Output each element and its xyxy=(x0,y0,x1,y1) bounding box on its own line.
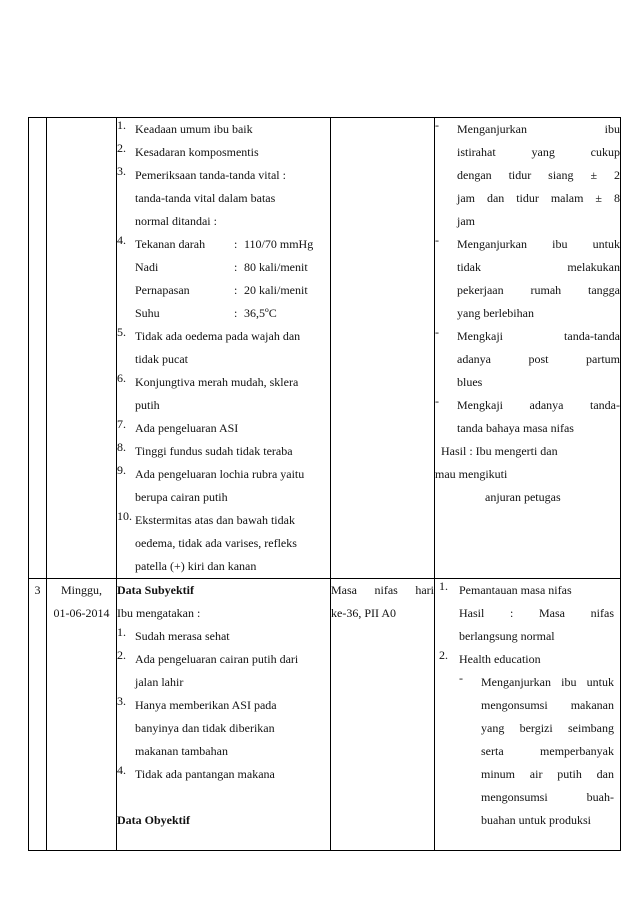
item-line xyxy=(481,671,614,694)
date-label: 01-06-2014 xyxy=(53,606,110,620)
word: serta xyxy=(481,744,504,758)
item-line: Ada pengeluaran lochia rubra yaitu xyxy=(135,467,305,481)
diagnosis-cell xyxy=(331,579,435,851)
item-text xyxy=(457,325,620,394)
plan-line: berlangsung normal xyxy=(459,629,555,643)
item-line: Ada pengeluaran ASI xyxy=(135,421,239,435)
plan-line: Pemantauan masa nifas xyxy=(459,583,572,597)
item-line xyxy=(457,233,620,256)
plan-item xyxy=(459,671,614,832)
word: Masa xyxy=(331,583,357,597)
item-text xyxy=(135,694,330,763)
day-label: Minggu, xyxy=(60,583,102,597)
item-text xyxy=(135,164,330,233)
item-line: Sudah merasa sehat xyxy=(135,629,230,643)
plan-line xyxy=(459,602,614,625)
item-line: blues xyxy=(457,375,483,389)
item-number: 5. xyxy=(117,325,126,339)
item-text xyxy=(135,625,330,648)
item-text xyxy=(135,371,330,417)
vital-sep: : xyxy=(234,306,238,320)
item-line: banyinya dan tidak diberikan xyxy=(135,721,275,735)
plan-item xyxy=(439,579,614,648)
item-number: 2. xyxy=(117,141,126,155)
word: untuk xyxy=(592,237,620,251)
result-line: anjuran petugas xyxy=(485,490,561,504)
item-text xyxy=(457,233,620,325)
item-text xyxy=(135,648,330,694)
day-cell xyxy=(47,579,117,851)
plan-title: Health education xyxy=(459,652,541,666)
item-line xyxy=(457,348,620,371)
diagnosis-cell xyxy=(331,118,435,579)
word: air xyxy=(529,767,543,781)
item-line: Hanya memberikan ASI pada xyxy=(135,698,277,712)
word: ibu xyxy=(561,675,577,689)
list-item xyxy=(117,371,330,417)
list-item xyxy=(117,141,330,164)
word: makanan xyxy=(570,698,614,712)
item-number: 9. xyxy=(117,463,126,477)
soap-table xyxy=(28,117,621,851)
word: malam xyxy=(550,191,584,205)
dash-marker: - xyxy=(459,671,463,685)
item-text xyxy=(457,394,620,440)
word: dengan xyxy=(457,168,492,182)
item-text xyxy=(135,463,330,509)
word: melakukan xyxy=(567,260,620,274)
list-item xyxy=(117,625,330,648)
item-line xyxy=(481,717,614,740)
item-line: Konjungtiva merah mudah, sklera xyxy=(135,375,299,389)
item-line: Ada pengeluaran cairan putih dari xyxy=(135,652,299,666)
list-item xyxy=(117,463,330,509)
objective-title: Data Obyektif xyxy=(117,813,190,827)
item-line: patella (+) kiri dan kanan xyxy=(135,559,257,573)
item-line xyxy=(457,187,620,210)
item-line: Pemeriksaan tanda-tanda vital : xyxy=(135,168,286,182)
item-line: Ekstermitas atas dan bawah tidak xyxy=(135,513,295,527)
diagnosis-line: ke-36, PII A0 xyxy=(331,606,396,620)
item-line xyxy=(457,279,620,302)
word: mengonsumsi xyxy=(481,698,548,712)
table-row xyxy=(29,579,621,851)
word: istirahat xyxy=(457,145,496,159)
list-item xyxy=(117,648,330,694)
word: buah- xyxy=(586,790,614,804)
word: Mengkaji xyxy=(457,398,503,412)
word: tanda- xyxy=(590,398,620,412)
word: adanya xyxy=(529,398,564,412)
vital-sep: : xyxy=(234,260,238,274)
word: bergizi xyxy=(519,721,553,735)
vital-value: 36,5ºC xyxy=(244,306,277,320)
word: : xyxy=(510,606,514,620)
no-cell xyxy=(29,118,47,579)
item-text xyxy=(481,671,614,832)
word: dan xyxy=(596,767,614,781)
dash-marker: - xyxy=(435,233,439,247)
item-line xyxy=(457,164,620,187)
vital-row xyxy=(135,256,330,279)
item-line: putih xyxy=(135,398,160,412)
vital-label: Suhu xyxy=(135,306,160,320)
word: yang xyxy=(531,145,555,159)
subjective-title: Data Subyektif xyxy=(117,583,195,597)
plan-cell xyxy=(435,118,621,579)
word: yang xyxy=(481,721,505,735)
word: ± xyxy=(595,191,602,205)
vital-value: 20 kali/menit xyxy=(244,283,308,297)
word: hari xyxy=(415,583,434,597)
item-line: tidak pucat xyxy=(135,352,188,366)
vital-row xyxy=(135,279,330,302)
table-row xyxy=(29,118,621,579)
word: tidak xyxy=(457,260,481,274)
vital-row xyxy=(135,302,330,325)
item-line: Tinggi fundus sudah tidak teraba xyxy=(135,444,293,458)
word: seimbang xyxy=(568,721,614,735)
item-line: Tidak ada oedema pada wajah dan xyxy=(135,329,301,343)
word: post xyxy=(528,352,549,366)
item-line: berupa cairan putih xyxy=(135,490,228,504)
word: partum xyxy=(586,352,620,366)
diagnosis-line xyxy=(331,579,434,602)
plan-result xyxy=(435,440,620,509)
vital-value: 110/70 mmHg xyxy=(244,237,314,251)
word: jam xyxy=(457,191,475,205)
list-item xyxy=(117,417,330,440)
item-number: 1. xyxy=(439,579,448,593)
item-line: Tidak ada pantangan makana xyxy=(135,767,275,781)
item-line: yang berlebihan xyxy=(457,306,534,320)
item-number: 1. xyxy=(117,625,126,639)
vital-label: Tekanan darah xyxy=(135,237,206,251)
word: Masa xyxy=(539,606,565,620)
item-text xyxy=(457,118,620,233)
item-line: jam xyxy=(457,214,475,228)
item-line xyxy=(481,694,614,717)
word: minum xyxy=(481,767,516,781)
word: mengonsumsi xyxy=(481,790,548,804)
list-item xyxy=(117,509,330,578)
list-item xyxy=(117,118,330,141)
data-cell xyxy=(117,579,331,851)
word: rumah xyxy=(530,283,562,297)
subjective-intro: Ibu mengatakan : xyxy=(117,606,201,620)
data-cell xyxy=(117,118,331,579)
item-line xyxy=(457,141,620,164)
item-text xyxy=(135,763,330,786)
word: tangga xyxy=(587,283,620,297)
word: siang xyxy=(548,168,574,182)
vital-label: Pernapasan xyxy=(135,283,190,297)
item-line xyxy=(457,325,620,348)
word: nifas xyxy=(374,583,398,597)
item-text xyxy=(135,141,330,164)
item-line: tanda-tanda vital dalam batas xyxy=(135,191,276,205)
list-item xyxy=(117,233,330,325)
item-number: 6. xyxy=(117,371,126,385)
item-line xyxy=(481,786,614,809)
word: nifas xyxy=(590,606,614,620)
item-number: 1. xyxy=(117,118,126,132)
word: ± xyxy=(590,168,598,182)
item-number: 7. xyxy=(117,417,126,431)
item-number: 2. xyxy=(117,648,126,662)
item-number: 4. xyxy=(117,763,126,777)
plan-item xyxy=(435,394,620,440)
item-number: 10. xyxy=(117,509,132,523)
plan-item xyxy=(435,233,620,325)
item-number: 4. xyxy=(117,233,126,247)
word: tidur xyxy=(508,168,532,182)
word: Hasil xyxy=(459,606,485,620)
word: tidur xyxy=(516,191,539,205)
list-item xyxy=(117,694,330,763)
result-line: mau mengikuti xyxy=(435,467,508,481)
day-cell xyxy=(47,118,117,579)
item-line: makanan tambahan xyxy=(135,744,228,758)
item-number: 8. xyxy=(117,440,126,454)
plan-item xyxy=(435,118,620,233)
item-number: 3. xyxy=(117,694,126,708)
word: Menganjurkan xyxy=(457,237,527,251)
vital-label: Nadi xyxy=(135,260,159,274)
vital-value: 80 kali/menit xyxy=(244,260,308,274)
item-text xyxy=(135,325,330,371)
list-item xyxy=(117,325,330,371)
word: ibu xyxy=(604,122,620,136)
plan-cell xyxy=(435,579,621,851)
item-line: tanda bahaya masa nifas xyxy=(457,421,574,435)
item-line: jalan lahir xyxy=(135,675,184,689)
row-number: 3 xyxy=(34,583,41,597)
item-line: oedema, tidak ada varises, refleks xyxy=(135,536,297,550)
item-line xyxy=(457,118,620,141)
list-item xyxy=(117,763,330,786)
word: ibu xyxy=(552,237,568,251)
word: 8 xyxy=(613,191,620,205)
item-line: normal ditandai : xyxy=(135,214,217,228)
item-text xyxy=(135,417,330,440)
item-text xyxy=(135,509,330,578)
item-line: buahan untuk produksi xyxy=(481,813,591,827)
word: dan xyxy=(486,191,505,205)
item-text xyxy=(135,440,330,463)
plan-item xyxy=(435,325,620,394)
list-item xyxy=(117,164,330,233)
vital-sep: : xyxy=(234,283,238,297)
item-text xyxy=(135,118,330,141)
vital-row xyxy=(135,233,330,256)
word: Menganjurkan xyxy=(481,675,551,689)
word: Mengkaji xyxy=(457,329,503,343)
word: adanya xyxy=(457,352,491,366)
no-cell xyxy=(29,579,47,851)
dash-marker: - xyxy=(435,394,439,408)
word: pekerjaan xyxy=(457,283,504,297)
item-number: 2. xyxy=(439,648,448,662)
dash-marker: - xyxy=(435,325,439,339)
result-line: Hasil : Ibu mengerti dan xyxy=(441,444,558,458)
item-number: 3. xyxy=(117,164,126,178)
item-line xyxy=(481,763,614,786)
word: cukup xyxy=(590,145,620,159)
item-line: Kesadaran komposmentis xyxy=(135,145,259,159)
word: untuk xyxy=(586,675,614,689)
word: Menganjurkan xyxy=(457,122,527,136)
item-line: Keadaan umum ibu baik xyxy=(135,122,253,136)
word: tanda-tanda xyxy=(564,329,620,343)
vital-sep: : xyxy=(234,237,238,251)
plan-item xyxy=(439,648,614,671)
list-item xyxy=(117,440,330,463)
item-line xyxy=(457,256,620,279)
item-line xyxy=(457,394,620,417)
word: memperbanyak xyxy=(540,744,614,758)
dash-marker: - xyxy=(435,118,439,132)
word: putih xyxy=(557,767,582,781)
item-line xyxy=(481,740,614,763)
word: 2 xyxy=(613,168,620,182)
